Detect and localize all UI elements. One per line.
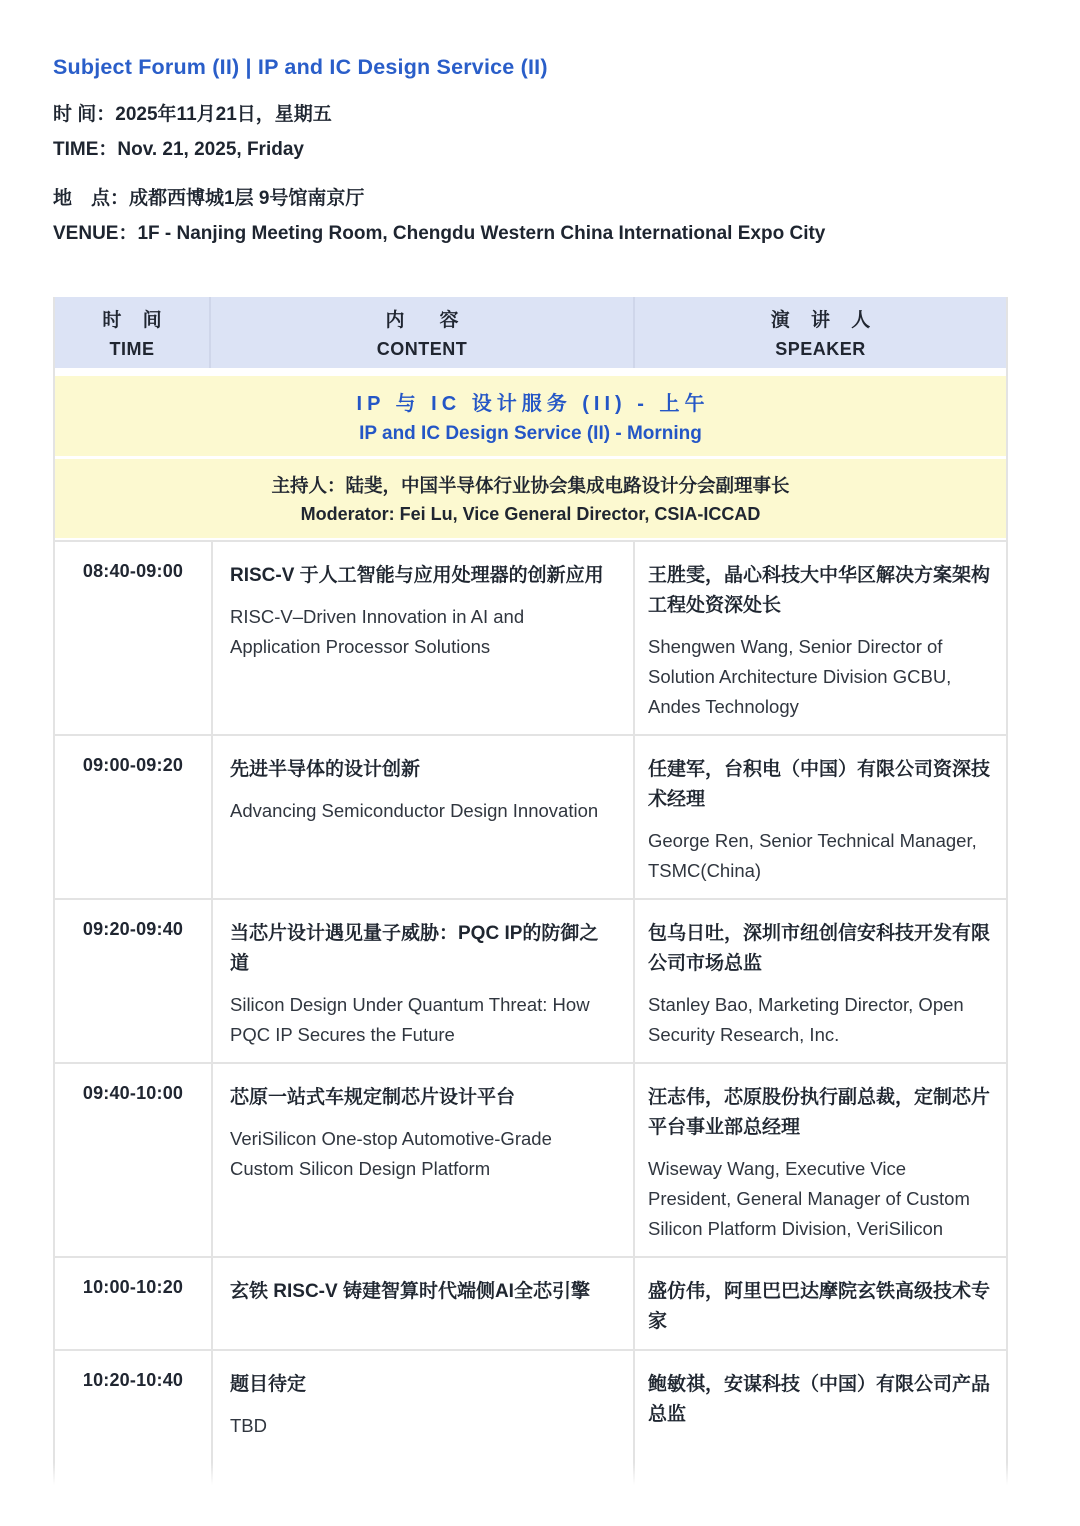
header-speaker-en: SPEAKER	[775, 339, 866, 359]
session-speaker-en: George Ren, Senior Technical Manager, TSMC(China)	[648, 830, 977, 881]
session-topic-cell	[211, 1258, 635, 1349]
agenda-table	[53, 297, 1008, 1489]
session-row	[55, 898, 1006, 1062]
session-row	[55, 1256, 1006, 1349]
time-line-en: TIME：Nov. 21, 2025, Friday	[53, 139, 304, 160]
time-line-zh: 时 间：2025年11月21日，星期五	[53, 104, 332, 125]
session-topic-en: Advancing Semiconductor Design Innovation	[230, 800, 599, 821]
session-speaker-zh: 包乌日吐，深圳市纽创信安科技开发有限公司市场总监	[648, 923, 991, 974]
session-topic-cell	[211, 542, 635, 734]
header-time	[55, 297, 211, 368]
session-speaker-zh: 汪志伟，芯原股份执行副总裁，定制芯片平台事业部总经理	[648, 1087, 991, 1138]
page-title: Subject Forum (II) | IP and IC Design Service (II)	[53, 55, 548, 79]
session-time: 10:00-10:20	[82, 1277, 184, 1297]
session-topic-zh: 题目待定	[230, 1374, 307, 1395]
session-topic-zh: RISC-V 于人工智能与应用处理器的创新应用	[230, 565, 604, 586]
session-time: 10:20-10:40	[82, 1370, 184, 1390]
session-speaker-zh: 王胜雯，晶心科技大中华区解决方案架构工程处资深处长	[648, 565, 991, 616]
session-topic-zh: 先进半导体的设计创新	[230, 759, 421, 780]
session-time: 09:40-10:00	[82, 1083, 184, 1103]
session-topic-cell	[211, 1064, 635, 1256]
venue-line-en: VENUE：1F - Nanjing Meeting Room, Chengdu Western China International Expo City	[53, 223, 826, 244]
session-speaker-en: Shengwen Wang, Senior Director of Solution Architecture Division GCBU, Andes Technology	[648, 636, 952, 717]
session-topic-zh: 当芯片设计遇见量子威胁：PQC IP的防御之道	[230, 923, 599, 974]
session-speaker-zh: 任建军，台积电（中国）有限公司资深技术经理	[648, 759, 991, 810]
session-speaker-zh: 鲍敏祺，安谋科技（中国）有限公司产品总监	[648, 1374, 991, 1425]
session-row	[55, 1349, 1006, 1489]
session-topic-cell	[211, 1351, 635, 1489]
header-speaker-zh: 演 讲 人	[770, 310, 879, 331]
session-topic-en: VeriSilicon One-stop Automotive-Grade Custom Silicon Design Platform	[230, 1128, 552, 1179]
session-topic-en: RISC-V–Driven Innovation in AI and Application Processor Solutions	[230, 606, 525, 657]
session-speaker-zh: 盛仿伟，阿里巴巴达摩院玄铁高级技术专家	[648, 1281, 991, 1332]
moderator-en: Moderator: Fei Lu, Vice General Director, CSIA-ICCAD	[300, 504, 761, 524]
moderator-row	[55, 459, 1006, 540]
header-content	[211, 297, 635, 368]
header-content-en: CONTENT	[376, 339, 468, 359]
session-row	[55, 734, 1006, 898]
session-row	[55, 540, 1006, 734]
session-speaker-cell	[635, 1351, 1006, 1489]
session-topic-en: Silicon Design Under Quantum Threat: How PQC IP Secures the Future	[230, 994, 590, 1045]
session-speaker-cell	[635, 736, 1006, 898]
session-topic-en: TBD	[230, 1415, 267, 1436]
session-speaker-cell	[635, 900, 1006, 1062]
header-content-zh: 内 容	[385, 310, 467, 331]
session-speaker-cell	[635, 542, 1006, 734]
session-title-zh: IP 与 IC 设计服务 (II) - 上午	[356, 393, 710, 415]
moderator-zh: 主持人：陆斐，中国半导体行业协会集成电路设计分会副理事长	[271, 475, 790, 496]
session-speaker-cell	[635, 1064, 1006, 1256]
session-topic-cell	[211, 900, 635, 1062]
agenda-table-clip	[53, 297, 1008, 1489]
header-time-zh: 时 间	[102, 310, 170, 331]
venue-line-zh: 地 点：成都西博城1层 9号馆南京厅	[53, 188, 365, 209]
session-title-en: IP and IC Design Service (II) - Morning	[359, 423, 702, 444]
session-topic-cell	[211, 736, 635, 898]
session-time: 09:00-09:20	[82, 755, 184, 775]
session-speaker-cell	[635, 1258, 1006, 1349]
time-info-block	[53, 97, 1028, 167]
session-topic-zh: 芯原一站式车规定制芯片设计平台	[230, 1087, 516, 1108]
session-row	[55, 1062, 1006, 1256]
session-topic-zh: 玄铁 RISC-V 铸建智算时代端侧AI全芯引擎	[230, 1281, 590, 1302]
header-time-en: TIME	[109, 339, 155, 359]
session-speaker-en: Wiseway Wang, Executive Vice President, General Manager of Custom Silicon Platform Division, VeriSilicon	[648, 1158, 970, 1239]
session-speaker-en: Stanley Bao, Marketing Director, Open Security Research, Inc.	[648, 994, 964, 1045]
session-section-row	[55, 376, 1006, 459]
session-time: 09:20-09:40	[82, 919, 184, 939]
session-time: 08:40-09:00	[82, 561, 184, 581]
table-header-row	[55, 297, 1006, 376]
venue-info-block	[53, 181, 1028, 251]
header-speaker	[635, 297, 1006, 368]
